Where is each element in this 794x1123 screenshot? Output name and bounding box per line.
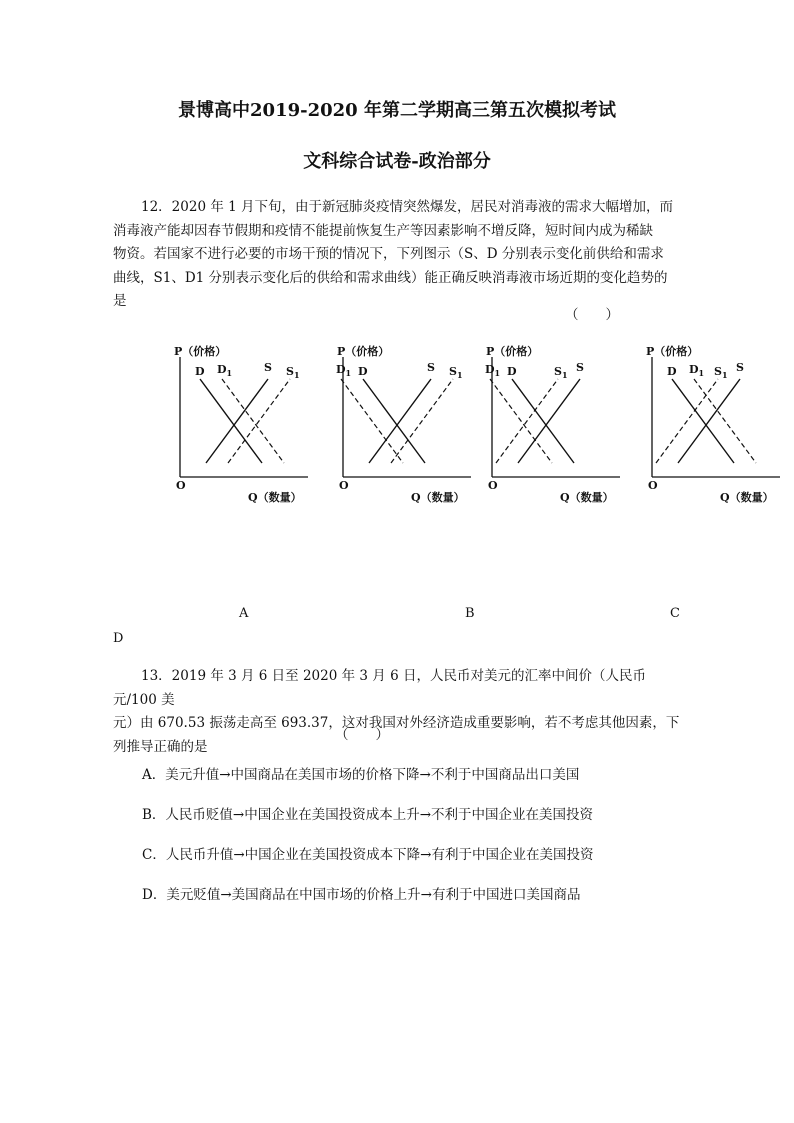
quantity-axis-label: Q（数量）	[248, 491, 302, 504]
label-d: D	[195, 365, 205, 378]
label-s1: $S_1$	[449, 365, 463, 380]
supply-demand-graph-a	[172, 341, 322, 503]
label-s1: $S_1$	[286, 365, 300, 380]
graph-b	[335, 341, 485, 503]
question-13-stem	[113, 665, 686, 759]
label-s1: $S_1$	[554, 365, 568, 380]
origin-label: O	[648, 479, 658, 492]
exam-subtitle: 文科综合试卷-政治部分	[303, 151, 491, 172]
label-d1: $D_1$	[485, 363, 501, 378]
label-s1: $S_1$	[714, 365, 728, 380]
label-d1: $D_1$	[217, 363, 233, 378]
q12-line-1: 12．2020 年 1 月下旬，由于新冠肺炎疫情突然爆发，居民对消毒液的需求大幅增加，而	[141, 199, 673, 215]
q12-line-5: 是	[113, 293, 127, 310]
origin-label: O	[488, 479, 498, 492]
q13-line-3: 列推导正确的是	[113, 738, 208, 755]
origin-label: O	[176, 479, 186, 492]
label-s: S	[427, 361, 435, 374]
exam-title: 景博高中2019-2020 年第二学期高三第五次模拟考试	[178, 100, 616, 121]
question-12-stem	[113, 196, 686, 314]
q12-line-3: 物资。若国家不进行必要的市场干预的情况下，下列图示（S、D 分别表示变化前供给和需求	[113, 246, 664, 263]
quantity-axis-label: Q（数量）	[560, 491, 614, 504]
graph-a	[172, 341, 322, 503]
choice-label-d: D	[113, 631, 124, 646]
q12-line-4: 曲线，S1、D1 分别表示变化后的供给和需求曲线）能正确反映消毒液市场近期的变化趋势的	[113, 269, 668, 286]
supply-demand-graph-b	[335, 341, 485, 503]
choice-label-a: A	[239, 606, 249, 621]
q13-option-c: C．人民币升值→中国企业在美国投资成本下降→有利于中国企业在美国投资	[142, 847, 594, 863]
origin-label: O	[339, 479, 349, 492]
choice-label-b: B	[465, 606, 475, 621]
label-s: S	[264, 361, 272, 374]
graph-c	[484, 341, 634, 503]
label-s: S	[576, 361, 584, 374]
supply-demand-graph-c	[484, 341, 634, 503]
label-d: D	[667, 365, 677, 378]
q12-line-2: 消毒液产能却因春节假期和疫情不能提前恢复生产等因素影响不增反降，短时间内成为稀缺	[113, 222, 653, 239]
q13-option-d: D．美元贬值→美国商品在中国市场的价格上升→有利于中国进口美国商品	[142, 887, 581, 903]
supply-demand-graph-d	[644, 341, 794, 503]
label-s: S	[736, 361, 744, 374]
label-d: D	[358, 365, 368, 378]
q13-answer-bracket: （ ）	[335, 727, 389, 743]
q13-option-a: A．美元升值→中国商品在美国市场的价格下降→不利于中国商品出口美国	[142, 767, 580, 783]
choice-label-c: C	[670, 606, 680, 621]
price-axis-label: P（价格）	[174, 345, 227, 358]
price-axis-label: P（价格）	[486, 345, 539, 358]
quantity-axis-label: Q（数量）	[411, 491, 465, 504]
q13-line-1: 13．2019 年 3 月 6 日至 2020 年 3 月 6 日，人民币对美元的汇率中间价（人民币元/100 美	[113, 668, 646, 708]
q12-answer-bracket: （ ）	[565, 307, 619, 323]
quantity-axis-label: Q（数量）	[720, 491, 774, 504]
label-d1: $D_1$	[336, 363, 352, 378]
q13-option-b: B．人民币贬值→中国企业在美国投资成本上升→不利于中国企业在美国投资	[142, 807, 594, 823]
price-axis-label: P（价格）	[646, 345, 699, 358]
label-d: D	[507, 365, 517, 378]
q13-line-2: 元）由 670.53 振荡走高至 693.37，这对我国对外经济造成重要影响，若不考虑其他因素，下	[113, 715, 680, 732]
price-axis-label: P（价格）	[337, 345, 390, 358]
label-d1: $D_1$	[689, 363, 705, 378]
graph-d	[644, 341, 794, 503]
